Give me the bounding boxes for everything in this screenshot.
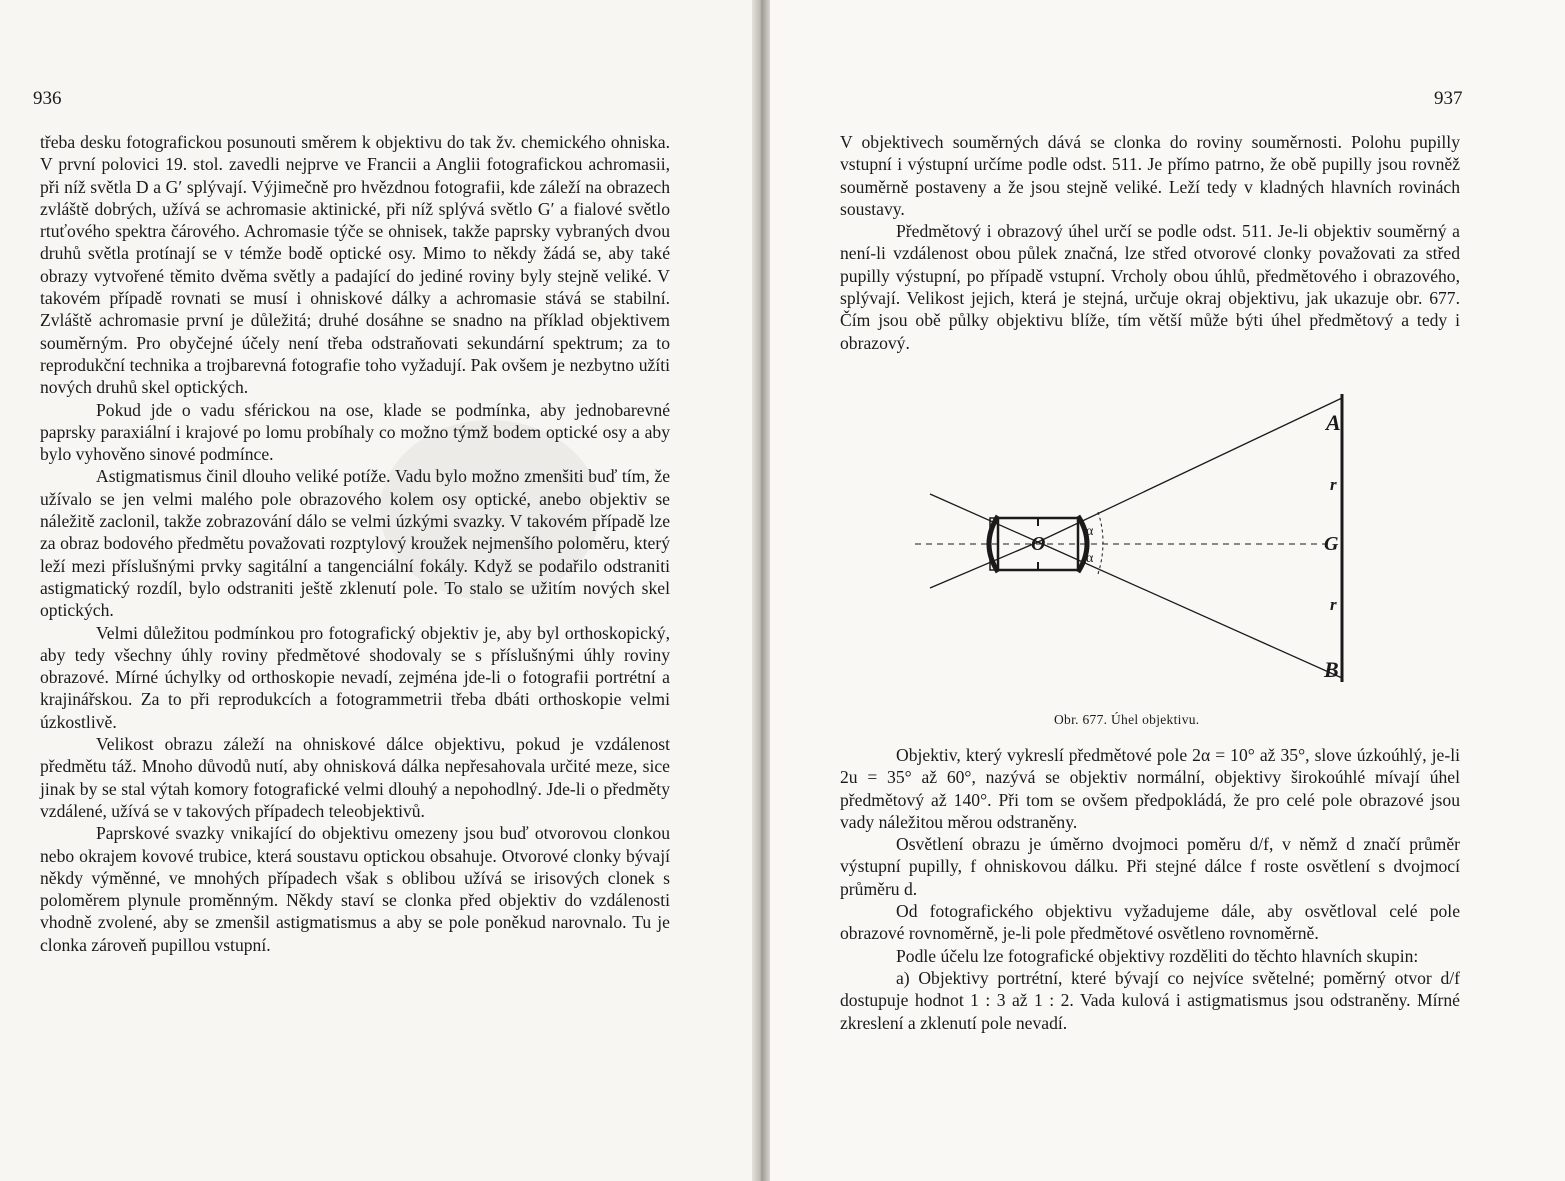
- left-page-number: 936: [33, 88, 62, 109]
- right-paragraph-6: Podle účelu lze fotografické objektivy rozděliti do těchto hlavních skupin:: [896, 945, 1419, 966]
- left-paragraph-1: třeba desku fotografickou posunouti směrem k objektivu do tak žv. chemického ohniska. V první polovici 19. stol. zavedli nejprve ve Francii a Anglii fotografickou achromasii, při níž světla D a G′ splývají. Výjimečně pro hvězdnou fotografii, kde záleží na obrazech zvláště dobrých, užívá se achromasie aktinické, při níž splývá světlo G′ a fialové světlo rtuťového spektra čárového. Achromasie týče se ohnisek, takže paprsky vybraných dvou druhů světla protínají se v témže bodě optické osy. Mimo to někdy žádá se, aby také obrazy vytvořené těmito dvěma světly a padající do jediné roviny byly stejně veliké. V takovém případě rovnati se musí i ohniskové dálky a achromasie stává se stabilní. Zvláště achromasie první je důležitá; druhé dosáhne se snadno na příklad objektivem souměrným. Pro obyčejné účely není třeba odstraňovati sekundární spektrum; za to reprodukční technika a trojbarevná fotografie toho vyžadují. Pak ovšem je nezbytno užíti nových druhů skel optických.: [40, 132, 670, 398]
- left-text-column: [40, 131, 670, 956]
- right-paragraph-4: Osvětlení obrazu je úměrno dvojmoci poměru d/f, v němž d značí průměr výstupní pupilly, f ohniskovou dálku. Při stejné dálce f roste osvětlení s dvojmocí průměru d.: [840, 834, 1460, 899]
- left-paragraph-3: Astigmatismus činil dlouho veliké potíže. Vadu bylo možno zmenšiti buď tím, že užívalo se jen velmi malého pole obrazového kolem osy optické, anebo objektiv se náležitě zaclonil, takže zobrazování dálo se velmi úzkými svazky. V takovém případě lze za obraz bodového předmětu považovati rozptylový kroužek nejmenšího poloměru, který leží mezi příslušnými prvky sagitální a tangenciální fokály. Když se podařilo odstraniti astigmatický rozdíl, bylo odstraniti ještě zklenutí pole. To stalo se užitím nových skel optických.: [40, 466, 670, 621]
- angle-arc: [1098, 512, 1103, 574]
- right-page: [760, 0, 1565, 1181]
- right-paragraph-2: Předmětový i obrazový úhel určí se podle odst. 511. Je-li objektiv souměrný a není-li vzdálenost obou půlek značná, lze střed otvorové clonky považovati za střed pupilly výstupní, po případě vstupní. Vrcholy obou úhlů, předmětového i obrazového, splývají. Velikost jejich, která je stejná, určuje okraj objektivu, jak ukazuje obr. 677. Čím jsou obě půlky objektivu blíže, tím větší může býti úhel předmětový a tedy i obrazový.: [840, 221, 1460, 353]
- right-paragraph-3: Objektiv, který vykreslí předmětové pole 2α = 10° až 35°, slove úzkoúhlý, je-li 2u = 35° až 60°, nazývá se objektiv normální, objektivy širokoúhlé mívají úhel předmětový až 140°. Při tom se ovšem předpokládá, že pro celé pole obrazové jsou vady náležitou měrou odstraněny.: [840, 745, 1460, 832]
- label-r-bottom: r: [1330, 595, 1337, 614]
- left-paragraph-6: Paprskové svazky vnikající do objektivu omezeny jsou buď otvorovou clonkou nebo okrajem kovové trubice, která soustavu optickou obsahuje. Otvorové clonky bývají někdy výměnné, ve mnohých případech však s oblibou užívá se irisových clonek s poloměrem plynule proměnným. Někdy staví se clonka před objektiv do vzdálenosti vhodně zvolené, aby se zmenšil astigmatismus a aby se pole poněkud narovnalo. Tu je clonka zároveň pupillou vstupní.: [40, 823, 670, 955]
- label-alpha-bottom: α: [1086, 551, 1094, 566]
- right-text-column-top: [840, 131, 1460, 354]
- label-B: B: [1324, 657, 1339, 682]
- label-O: O: [1031, 533, 1046, 555]
- label-A: A: [1326, 410, 1341, 435]
- right-paragraph-7: a) Objektivy portrétní, které bývají co nejvíce světelné; poměrný otvor d/f dostupuje hodnot 1 : 3 až 1 : 2. Vada kulová i astigmatismus jsou odstraněny. Mírné zkreslení a zklenutí pole nevadí.: [840, 967, 1460, 1033]
- right-text-column-bottom: [840, 744, 1460, 1034]
- figure-caption: Obr. 677. Úhel objektivu.: [1054, 712, 1200, 727]
- book-gutter: [752, 0, 770, 1181]
- label-alpha-top: α: [1086, 524, 1094, 539]
- left-paragraph-5: Velikost obrazu záleží na ohniskové dálce objektivu, pokud je vzdálenost předmětu táž. Mnoho důvodů nutí, aby ohnisková dálka nepřesahovala určité meze, sice jinak by se stal výtah komory fotografické velmi dlouhý a nepohodlný. Jde-li o předměty vzdálené, užívá se v takových případech teleobjektivů.: [40, 734, 670, 821]
- upper-ray: [1038, 398, 1342, 542]
- incoming-ray-lower: [930, 542, 1038, 588]
- left-page: [0, 0, 760, 1181]
- left-paragraph-4: Velmi důležitou podmínkou pro fotografický objektiv je, aby byl orthoskopický, aby tedy všechny úhly roviny předmětové shodovaly se s příslušnými úhly roviny obrazové. Mírné úchylky od orthoskopie nevadí, zejména jde-li o fotografii portrétní a krajinářskou. Za to při reprodukcích a fotogrammetrii třeba dbáti orthoskopie velmi úzkostlivě.: [40, 622, 670, 732]
- right-paragraph-5: Od fotografického objektivu vyžadujeme dále, aby osvětloval celé pole obrazové rovnoměrně, je-li pole předmětové osvětleno rovnoměrně.: [840, 901, 1460, 944]
- lens-angle-figure: [910, 392, 1350, 682]
- right-paragraph-1: V objektivech souměrných dává se clonka do roviny souměrnosti. Polohu pupilly vstupní i výstupní určíme podle odst. 511. Je přímo patrno, že obě pupilly jsou rovněž souměrně postaveny a že jsou stejně veliké. Leží tedy v kladných hlavních rovinách soustavy.: [840, 132, 1460, 219]
- left-paragraph-2: Pokud jde o vadu sférickou na ose, klade se podmínka, aby jednobarevné paprsky paraxiální i krajové po lomu probíhaly co možno týmž bodem optické osy a aby bylo vyhověno sinové podmínce.: [40, 399, 670, 465]
- label-G: G: [1324, 533, 1339, 555]
- right-page-number: 937: [1434, 88, 1463, 109]
- label-r-top: r: [1330, 475, 1337, 494]
